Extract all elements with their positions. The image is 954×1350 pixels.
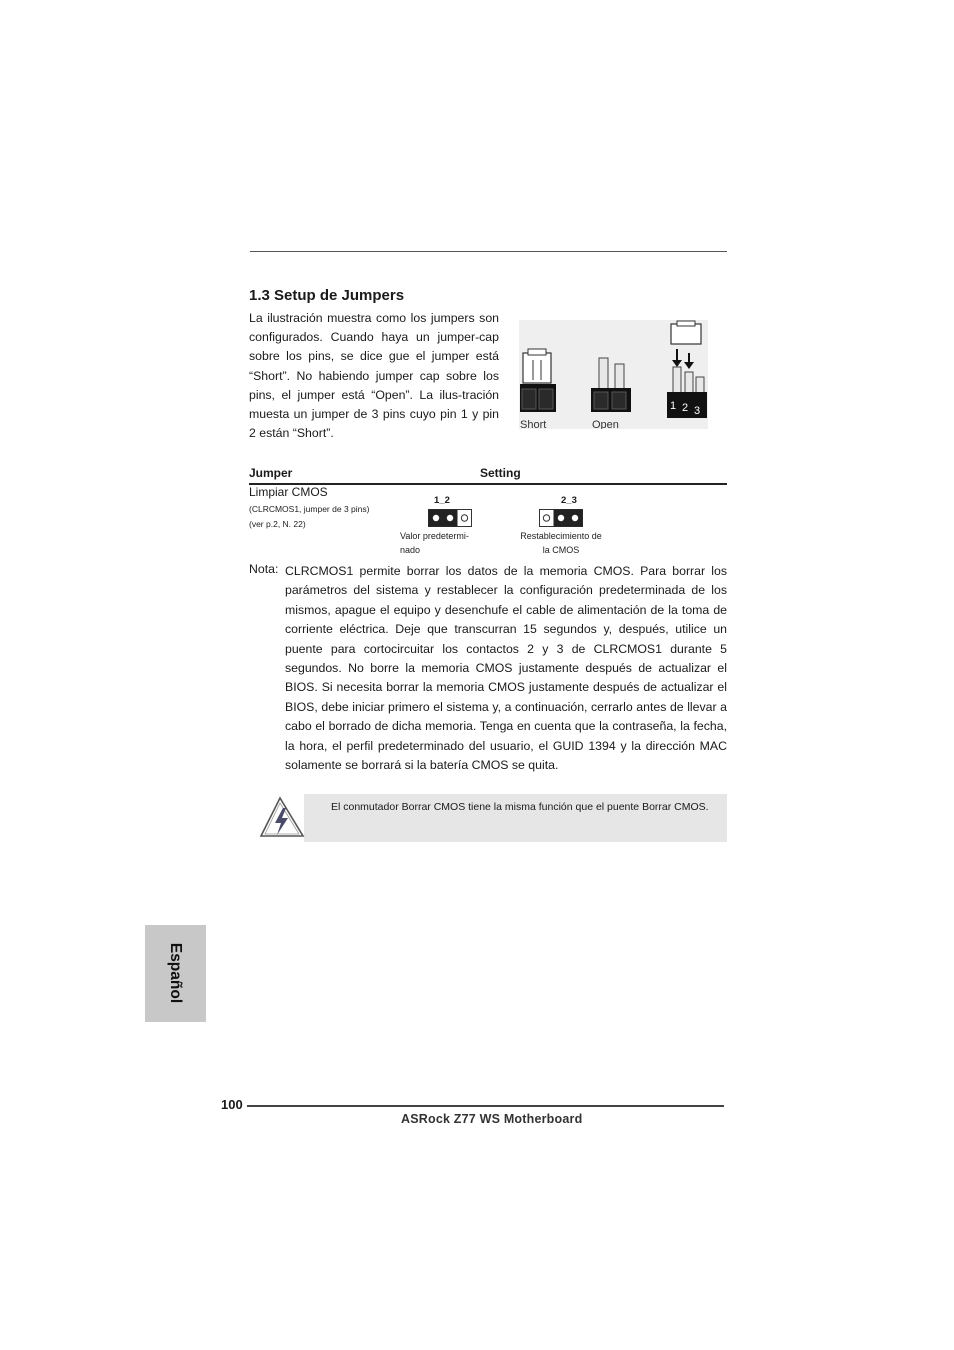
open-jumper [591, 358, 631, 412]
page-number: 100 [221, 1097, 243, 1112]
language-tab [145, 925, 206, 1022]
footer-product: ASRock Z77 WS Motherboard [401, 1112, 583, 1126]
setting2-caption-1: Restablecimiento de [520, 531, 602, 541]
table-header-setting: Setting [480, 466, 521, 480]
setting1-caption-2: nado [400, 545, 421, 555]
footer-rule [247, 1105, 724, 1107]
note-label: Nota: [249, 562, 279, 576]
pin-number-2: 2 [682, 402, 689, 414]
pin-number-1: 1 [670, 400, 677, 412]
jumper-illustration-svg [519, 320, 708, 429]
open-label: Open [592, 419, 619, 429]
setting2-caption-2: la CMOS [542, 545, 580, 555]
warning-text: El conmutador Borrar CMOS tiene la misma función que el puente Borrar CMOS. [331, 801, 709, 813]
section-title: 1.3 Setup de Jumpers [249, 287, 405, 304]
jumper-detail-1: (CLRCMOS1, jumper de 3 pins) [249, 504, 370, 514]
short-jumper [520, 349, 556, 412]
jumper-detail-2: (ver p.2, N. 22) [249, 519, 306, 529]
short-label: Short [520, 419, 547, 429]
header-rule [250, 251, 727, 252]
setting1-caption-1: Valor predetermi- [400, 531, 469, 541]
jumper-illustration [519, 320, 708, 429]
warning-icon [258, 795, 306, 844]
jumper-name: Limpiar CMOS [249, 485, 328, 499]
setting1-pins-label: 1_2 [434, 495, 450, 506]
note-text: CLRCMOS1 permite borrar los datos de la memoria CMOS. Para borrar los parámetros del sistema y restablecer la configuración predeterminada de los mismos, apague el equipo y desenchufe el cable de alimentación de la toma de corriente eléctrica. Deje que transcurran 15 segundos y, después, utilice un puente para cortocircuitar los contactos 2 y 3 de CLRCMOS1 durante 5 segundos. No borre la memoria CMOS justamente después de actualizar el BIOS. Si necesita borrar la memoria CMOS justamente después de actualizar el BIOS, debe iniciar primero el sistema y, a continuación, cerrarlo antes de llevar a cabo el borrado de dicha memoria. Tenga en cuenta que la contraseña, la fecha, la hora, el perfil predeterminado del usuario, el GUID 1394 y la dirección MAC solamente se borrará si la batería CMOS se quita. [285, 564, 727, 773]
language-tab-label: Español [167, 942, 184, 1004]
intro-paragraph: La ilustración muestra como los jumpers son configurados. Cuando haya un jumper-cap sobre los pins, se dice gue el jumper está “Short”. No habiendo jumper cap sobre los pins, el jumper está “Open”. La ilus-tración muesta un jumper de 3 pins cuyo pin 1 y pin 2 están “Short”. [249, 311, 499, 441]
pin-number-3: 3 [694, 405, 701, 417]
table-header-jumper: Jumper [249, 466, 293, 480]
setting2-pins-label: 2_3 [561, 495, 577, 506]
